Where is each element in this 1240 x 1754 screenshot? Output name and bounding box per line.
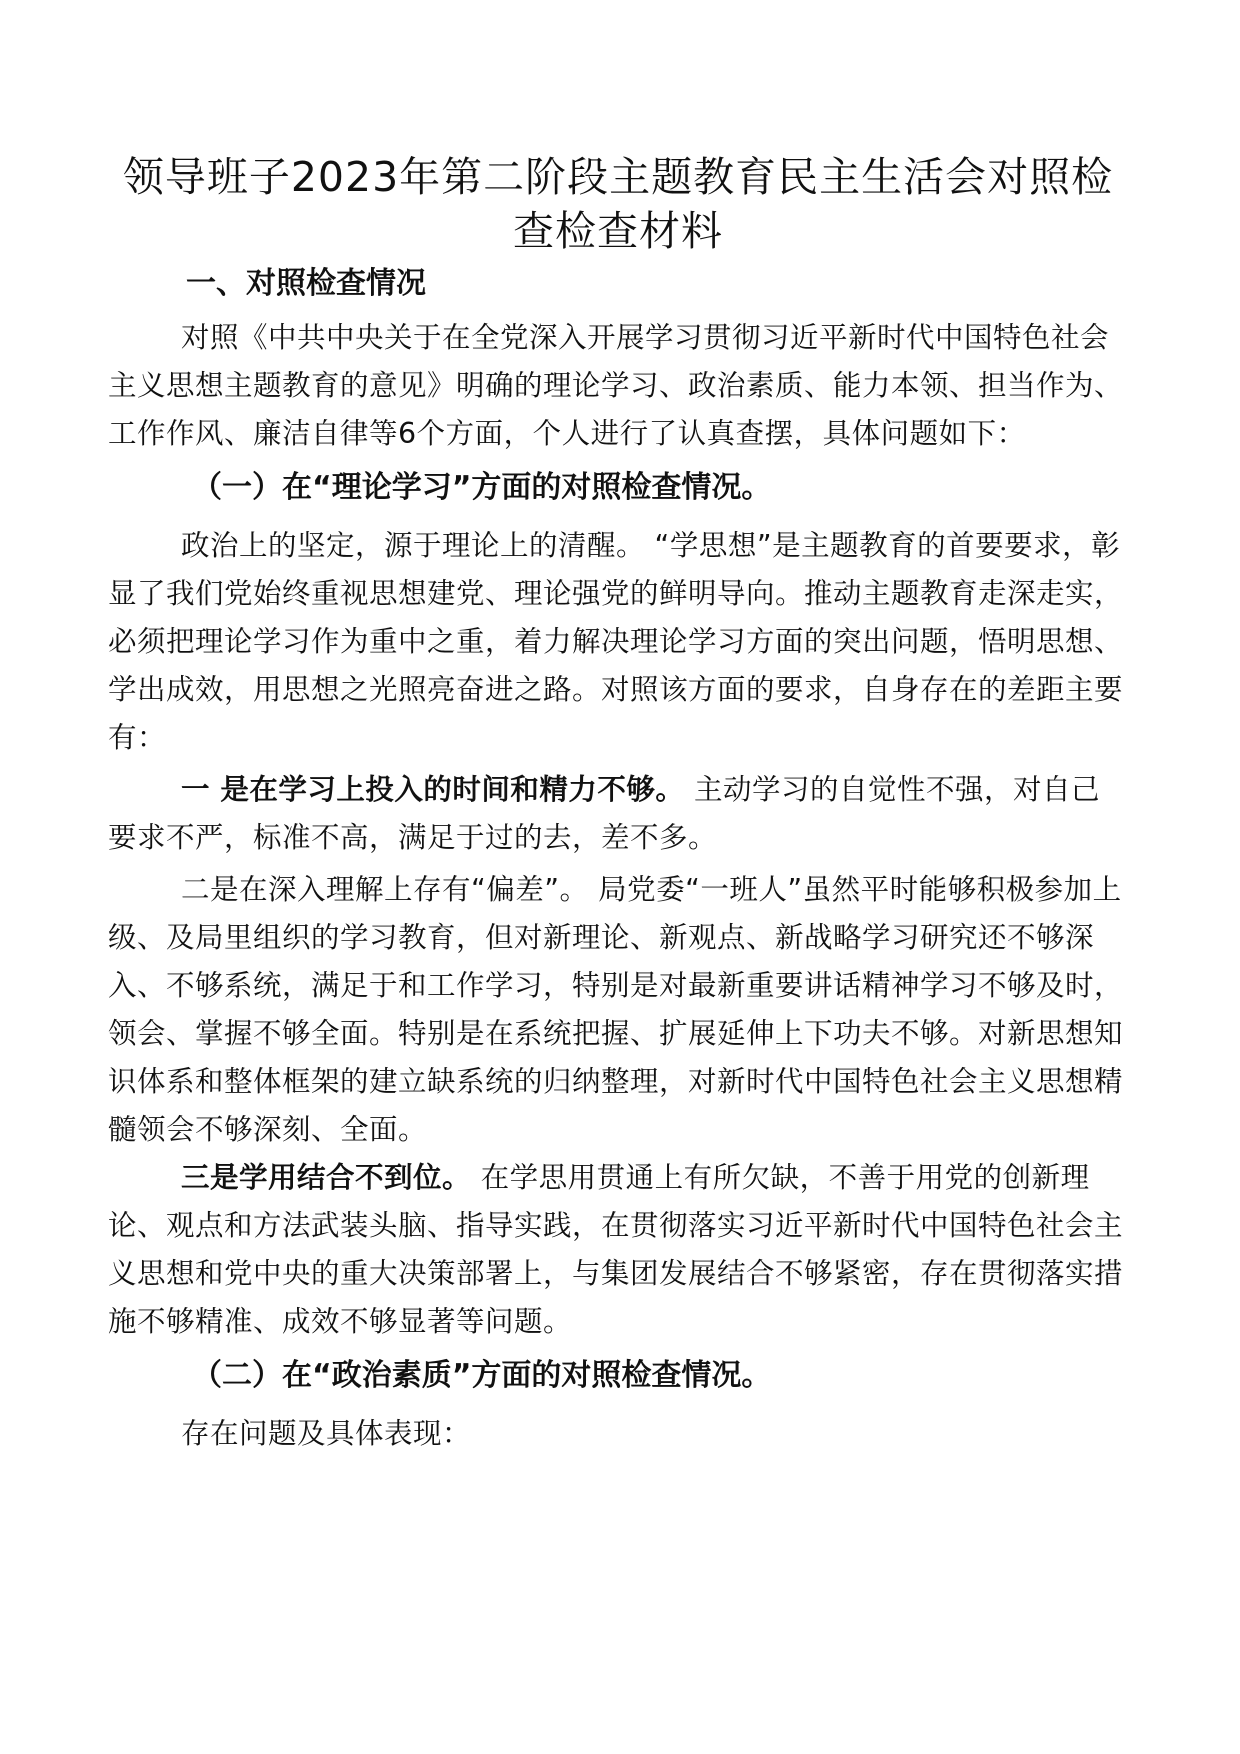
paragraph-political-quality: 存在问题及具体表现： — [181, 1417, 472, 1450]
document-title — [108, 150, 1128, 258]
point-2-lead: 二是在深入理解上存有“偏差”。 — [181, 873, 589, 906]
point-2-body: 局党委“一班人”虽然平时能够积极参加上级、及局里组织的学习教育，但对新理论、新观点、新战略学习研究还不够深入、不够系统，满足于和工作学习，特别是对最新重要讲话精神学习不够及时，领会、掌握不够全面。特别是在系统把握、扩展延伸上下功夫不够。对新思想知识体系和整体框架的建立缺系统的归纳整理，对新时代中国特色社会主义思想精髓领会不够深刻、全面。 — [108, 873, 1124, 1146]
subsection-heading-1: （一）在“理论学习”方面的对照检查情况。 — [192, 470, 772, 505]
paragraph-theory-study: 政治上的坚定，源于理论上的清醒。 “学思想”是主题教育的首要要求，彰显了我们党始终重视思想建党、理论强党的鲜明导向。推动主题教育走深走实，必须把理论学习作为重中之重，着力解决理论学习方面的突出问题，悟明思想、学出成效，用思想之光照亮奋进之路。对照该方面的要求，自身存在的差距主要有： — [108, 529, 1124, 754]
title-line-1: 领导班子2023年第二阶段主题教育民主生活会对照检 — [122, 153, 1114, 201]
paragraph-point-2 — [108, 866, 1128, 1154]
paragraph-point-1 — [108, 766, 1128, 862]
title-line-2: 查检查材料 — [513, 207, 723, 255]
paragraph-point-3 — [108, 1154, 1128, 1346]
point-1-lead: 一 是在学习上投入的时间和精力不够。 — [181, 773, 685, 806]
point-1-body: 主动学习的自觉性不强，对自己要求不严，标准不高，满足于过的去，差不多。 — [108, 773, 1100, 854]
point-3-lead: 三是学用结合不到位。 — [181, 1161, 472, 1194]
point-3-body: 在学思用贯通上有所欠缺，不善于用党的创新理论、观点和方法武装头脑、指导实践，在贯彻落实习近平新时代中国特色社会主义思想和党中央的重大决策部署上，与集团发展结合不够紧密，存在贯彻落实措施不够精准、成效不够显著等问题。 — [108, 1161, 1124, 1338]
intro-paragraph: 对照《中共中央关于在全党深入开展学习贯彻习近平新时代中国特色社会主义思想主题教育的意见》明确的理论学习、政治素质、能力本领、担当作为、工作作风、廉洁自律等6个方面，个人进行了认真查摆，具体问题如下： — [108, 321, 1124, 450]
section-heading-1: 一、对照检查情况 — [186, 266, 426, 301]
subsection-heading-2: （二）在“政治素质”方面的对照检查情况。 — [192, 1358, 772, 1393]
